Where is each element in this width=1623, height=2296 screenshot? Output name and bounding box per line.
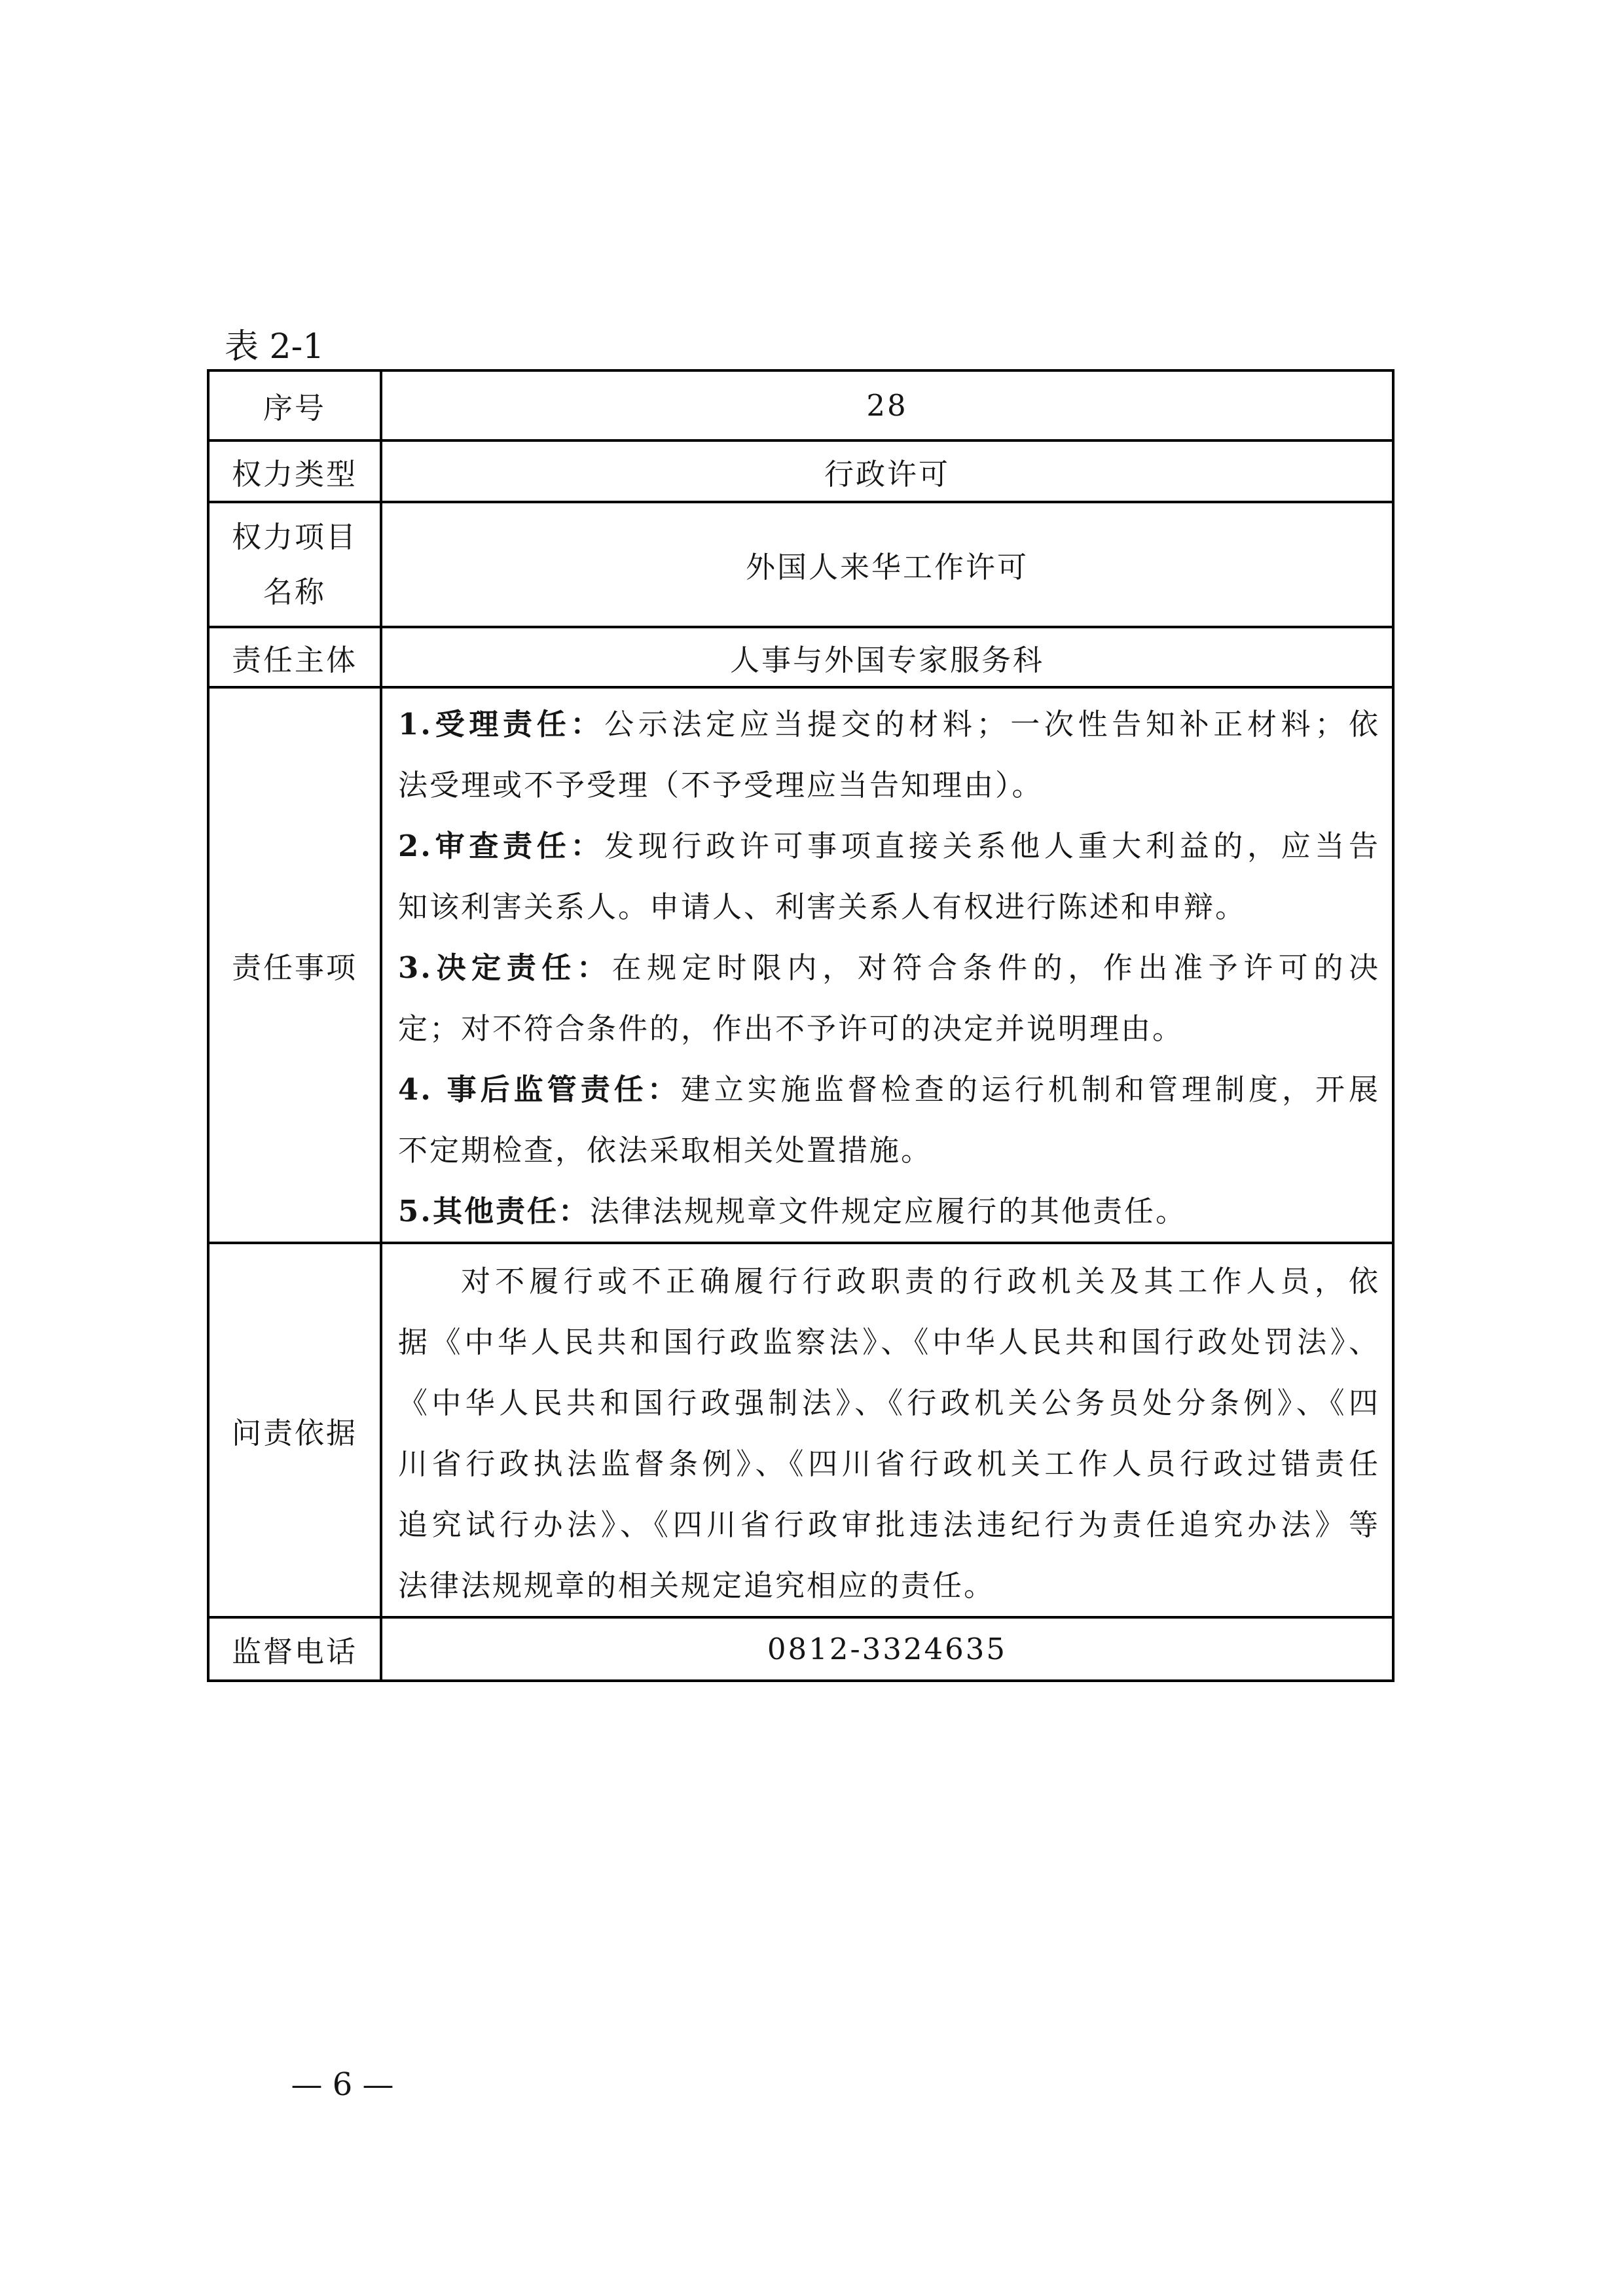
accountability-basis-content: [382, 1244, 1395, 1619]
responsibility-text: 在规定时限内，对符合条件的，作出准予许可的决: [611, 950, 1380, 985]
responsibility-item: [398, 816, 1380, 876]
responsibility-title: 3.决定责任：: [398, 950, 612, 985]
responsibility-title: 1.受理责任：: [398, 707, 605, 742]
responsible-body-value: 人事与外国专家服务科: [382, 628, 1395, 689]
accountability-basis-label: 问责依据: [210, 1244, 382, 1619]
responsibility-text-line: 知该利害关系人。申请人、利害关系人有权进行陈述和申辩。: [398, 889, 1247, 924]
responsible-body-label: 责任主体: [210, 628, 382, 689]
power-item-label: [210, 503, 382, 628]
responsibility-item: [398, 937, 1380, 998]
page-number: — 6 —: [291, 2066, 394, 2103]
responsibility-item: [398, 1059, 1380, 1120]
responsibility-text: 法律法规规章文件规定应履行的其他责任。: [589, 1194, 1187, 1229]
basis-text-line: 川省行政执法监督条例》、《四川省行政机关工作人员行政过错责任: [398, 1446, 1380, 1481]
responsibility-title: 4. 事后监管责任：: [398, 1072, 681, 1107]
basis-text-line: 追究试行办法》、《四川省行政审批违法违纪行为责任追究办法》等: [398, 1507, 1380, 1542]
responsibilities-content: [382, 689, 1395, 1244]
responsibilities-label: 责任事项: [210, 689, 382, 1244]
power-item-label-line: 名称: [263, 574, 326, 609]
basis-text-line: 法律法规规章的相关规定追究相应的责任。: [398, 1568, 996, 1603]
responsibility-table: [207, 369, 1395, 1682]
serial-label: 序号: [210, 372, 382, 442]
responsibility-text: 建立实施监督检查的运行机制和管理制度，开展: [680, 1072, 1380, 1107]
responsibility-text-line: 法受理或不予受理（不予受理应当告知理由）。: [398, 768, 1044, 802]
power-type-value: 行政许可: [382, 442, 1395, 503]
responsibility-title: 5.其他责任：: [398, 1194, 590, 1229]
supervision-phone-label: 监督电话: [210, 1619, 382, 1682]
basis-text-line: 据《中华人民共和国行政监察法》、《中华人民共和国行政处罚法》、: [398, 1325, 1380, 1359]
basis-text-line: 《中华人民共和国行政强制法》、《行政机关公务员处分条例》、《四: [398, 1386, 1380, 1420]
table-caption: 表 2-1: [225, 327, 325, 367]
supervision-phone-value: 0812-3324635: [382, 1619, 1395, 1682]
responsibility-text: 发现行政许可事项直接关系他人重大利益的，应当告: [604, 829, 1380, 863]
power-type-label: 权力类型: [210, 442, 382, 503]
serial-value: 28: [382, 372, 1395, 442]
responsibility-text-line: 定；对不符合条件的，作出不予许可的决定并说明理由。: [398, 1011, 1184, 1046]
responsibility-item: [398, 694, 1380, 755]
power-item-label-line: 权力项目: [231, 519, 357, 554]
responsibility-item: [398, 1181, 1380, 1242]
responsibility-text: 公示法定应当提交的材料；一次性告知补正材料；依: [604, 707, 1380, 742]
power-item-value: 外国人来华工作许可: [382, 503, 1395, 628]
basis-text-line: 对不履行或不正确履行行政职责的行政机关及其工作人员，依: [461, 1264, 1380, 1299]
responsibility-title: 2.审查责任：: [398, 829, 605, 863]
responsibility-text-line: 不定期检查，依法采取相关处置措施。: [398, 1133, 933, 1168]
